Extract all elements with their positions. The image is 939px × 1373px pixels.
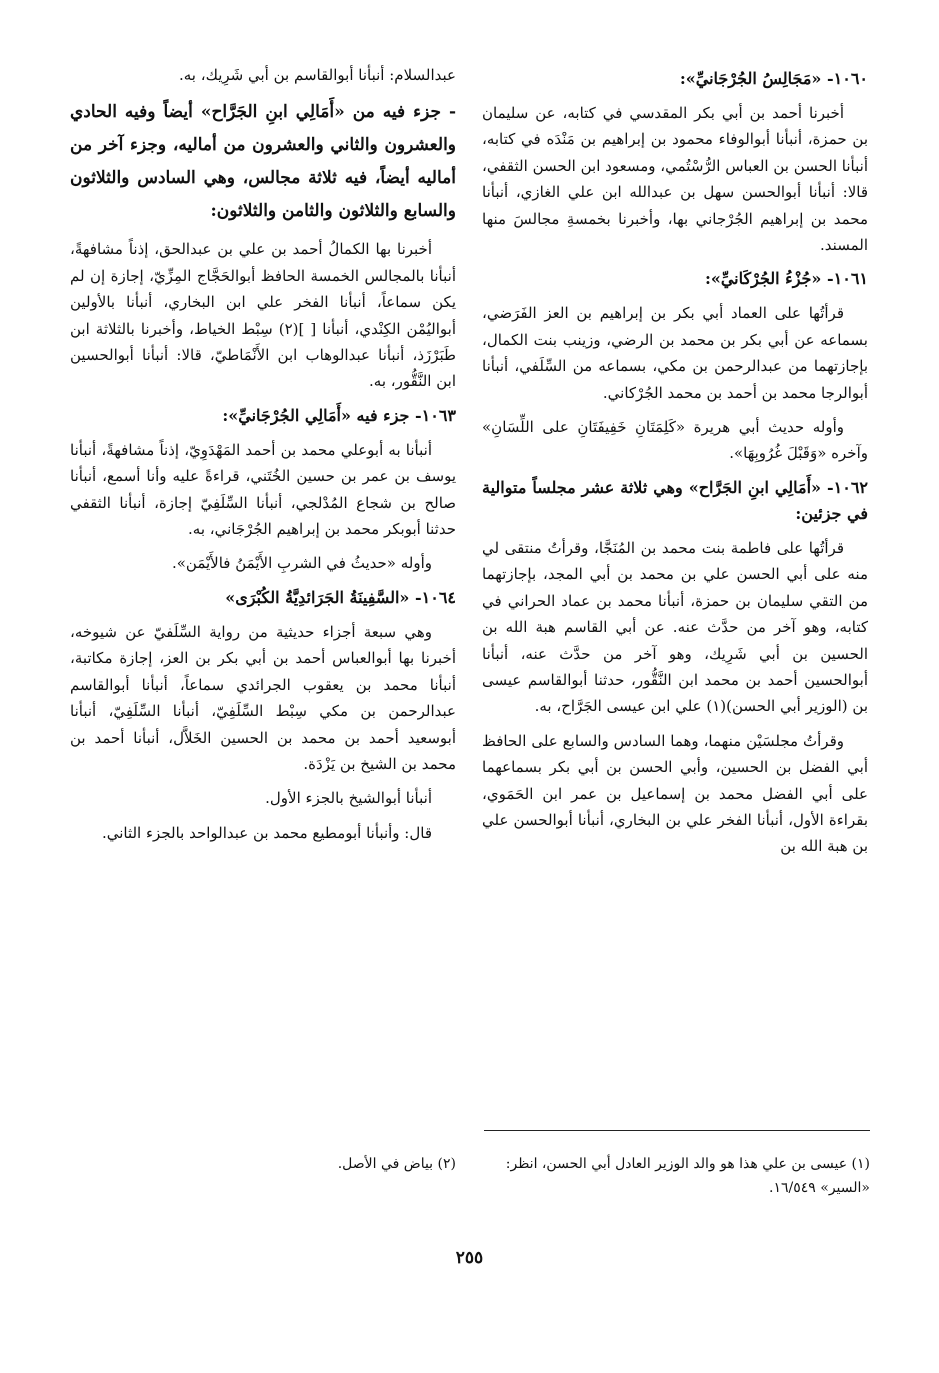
left-column [70, 62, 456, 854]
paragraph-1060: أخبرنا أحمد بن أبي بكر المقدسي في كتابه، عن سليمان بن حمزة، أنبأنا أبوالوفاء محمود بن إبراهيم بن مَنْدَه في كتابه، أنبأنا الحسن بن العباس الرُّسْتُمي، ومسعود ابن الحسن الثقفي، قالا: أنبأنا أبوالحسن سهل بن عبدالله ابن علي الغازي، أنبأنا محمد بن إبراهيم الجُرْجاني بها، وأخبرنا بخمسةِ مجالسَ منها المسند. [482, 104, 868, 255]
paragraph-1063-a: أنبأنا به أبوعلي محمد بن أحمد المَهْدَوِيّ، إذناً مشافهةً، أنبأنا يوسف بن عمر بن حسين الخُتَني، قراءةً عليه وأنا أسمع، أنبأنا صالح بن شجاع المُدْلجي، أنبأنا السِّلَفِيّ إجازة، أنبأنا الثقفي حدثنا أبوبكر محمد بن إبراهيم الجُرْجَاني، به. [70, 440, 456, 539]
paragraph-1062-b: وقرأتُ مجلسَيْن منهما، وهما السادس والسابع على الحافظ أبي الفضل بن الحسين، وأبي الحسن بن أبي بكر بسماعهما على أبي الفضل محمد بن إسماعيل بن عمر ابن الحَمَوي، بقراءة الأول، أنبأنا الفخر علي بن البخاري، أنبأنا أبوالحسن علي بن هبة الله بن [482, 731, 868, 856]
paragraph-1064-b: أنبأنا أبوالشيخ بالجزء الأول. [265, 789, 432, 808]
paragraph-1061-b: وأوله حديث أبي هريرة «كَلِمَتَانِ خَفِيفَتَانِ على اللِّسَانِ» وآخره «وَقَبْلَ غُرُوبِهَا». [482, 418, 868, 463]
right-column [482, 62, 868, 868]
heading-juz-amali: - جزء فيه من «أَمَالِي ابنِ الجَرَّاح» أيضاً وفيه الحادي والعشرون والثاني والعشرون من أماليه، وجزء آخر من أماليه أيضاً، فيه ثلاثة مجالس، وهي السادس والثلاثون والسابع والثلاثون والثامن والثلاثون: [70, 102, 456, 222]
paragraph-1063-b: وأوله «حديثُ في الشربِ الأَيْمَنُ فالأَيْمَن». [171, 554, 432, 573]
continued-line: عبدالسلام: أنبأنا أبوالقاسم بن أبي شَرِيك، به. [178, 66, 456, 84]
footnote-divider [484, 1130, 870, 1131]
heading-1063: ١٠٦٣- جزء فيه «أَمَالِي الجُرْجَانيِّ»: [222, 405, 456, 425]
heading-1061: ١٠٦١- «جُزْءُ الجُرْكَانيِّ»: [704, 269, 868, 289]
heading-1064: ١٠٦٤- «السَّفِينَةُ الجَرَائدِيَّةُ الكُبْرَى» [225, 587, 456, 607]
heading-1062: ١٠٦٢- «أَمَالِي ابنِ الجَرَّاح» وهي ثلاثة عشر مجلساً متوالية في جزئين: [482, 477, 868, 523]
paragraph-1061-a: قرأتُها على العماد أبي بكر بن إبراهيم بن العز الفَرَضي، بسماعه عن أبي بكر بن محمد بن الرضي، وزينب بنت الكمال، بإجازتهما من عبدالرحمن بن مكي، بسماعه من السِّلَفي، أنبأنا أبوالرجا محمد بن أحمد بن محمد الجُرْكاني. [482, 304, 868, 402]
page-number: ٢٥٥ [455, 1248, 484, 1268]
paragraph-juz-amali: أخبرنا بها الكمالُ أحمد بن علي بن عبدالحق، إذناً مشافهةً، أنبأنا بالمجالس الخمسة الحافظ أبوالحَجَّاج المِزِّيّ، إجازة إن لم يكن سماعاً، أنبأنا الفخر علي ابن البخاري، أنبأنا بالأولين أبواليُمْن الكِنْدي، أنبأنا [ ](٢) سِبْط الخياط، وأخبرنا بالثلاثة ابن طَبَرْزَذ، أنبأنا عبدالوهاب ابن الأَنْمَاطيّ، قالا: أنبأنا أبوالحسين ابن النَّقُّور، به. [70, 240, 456, 391]
paragraph-1062-a: قرأتُها على فاطمة بنت محمد بن المُنَجَّا، وقرأتُ منتقى لي منه على أبي الحسن علي بن محمد بن أبي المجد، بإجازتهما من التقي سليمان بن حمزة، أنبأنا محمد بن عماد الحراني في كتابه، وهو آخر من حدَّث عنه. عن أبي القاسم هبة الله بن الحسين بن أبي شَرِيك، وهو آخر من حدَّث عنه، أنبأنا أبوالحسين أحمد بن محمد ابن النَّقُّور، حدثنا أبوالقاسم عيسى بن (الوزير أبي الحسن)(١) علي ابن عيسى الجَرَّاح، به. [482, 538, 868, 716]
paragraph-1064-a: وهي سبعة أجزاء حديثية من رواية السِّلَفيّ عن شيوخه، أخبرنا بها أبوالعباس أحمد بن أبي بكر بن العز، إجازة مكاتبة، أنبأنا محمد بن يعقوب الجرائدي سماعاً، أنبأنا أبوالقاسم عبدالرحمن بن مكي سِبْط السِّلَفِيّ، أنبأنا السِّلَفِيّ، أنبأنا أبوسعيد أحمد بن محمد بن الحسين الخَلاَّل، أنبأنا أحمد بن محمد بن الشيخ بن يَزْدَة. [70, 622, 456, 773]
paragraph-1064-c: قال: وأنبأنا أبومطيع محمد بن عبدالواحد بالجزء الثاني. [101, 823, 432, 842]
footnote-1: (١) عيسى بن علي هذا هو والد الوزير العادل أبي الحسن، انظر: «السير» ١٦/٥٤٩. [505, 1156, 870, 1196]
footnote-2: (٢) بياض في الأصل. [337, 1156, 456, 1172]
heading-1060: ١٠٦٠- «مَجَالِسُ الجُرْجَانيِّ»: [679, 69, 868, 88]
